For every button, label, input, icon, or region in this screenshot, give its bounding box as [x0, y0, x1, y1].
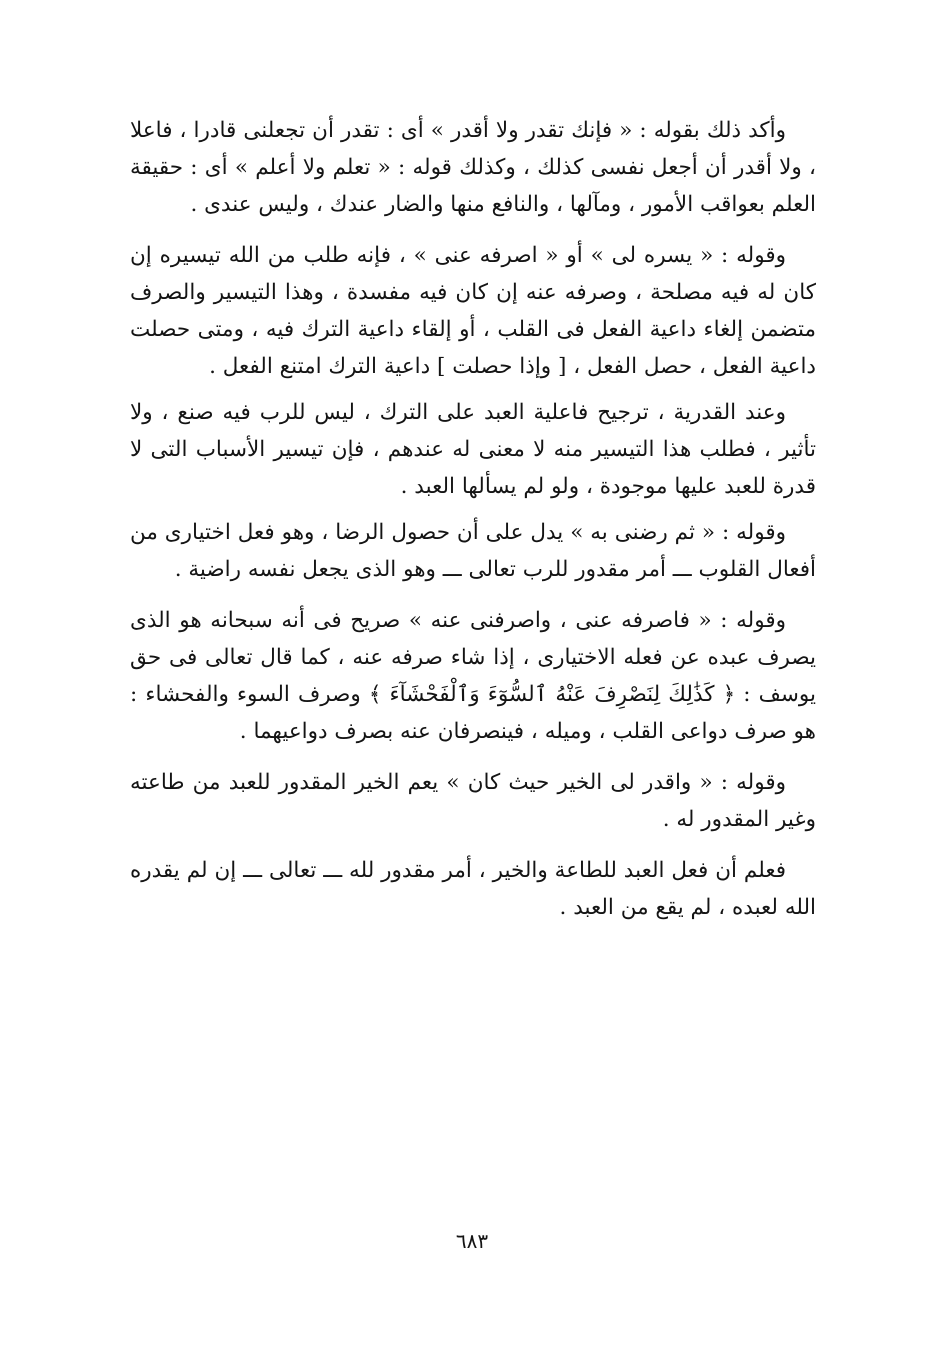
- paragraph-1: وأكد ذلك بقوله : « فإنك تقدر ولا أقدر » أى : تقدر أن تجعلنى قادرا ، فاعلا ، ولا أقدر أن أجعل نفسى كذلك ، وكذلك قوله : « تعلم ولا أعلم » أى : حقيقة العلم بعواقب الأمور ، ومآلها ، والنافع منها والضار عندك ، وليس عندى .: [130, 118, 816, 217]
- paragraph-gap: [130, 750, 816, 764]
- page-body: [130, 112, 816, 926]
- page-number: ٦٨٣: [455, 1229, 489, 1253]
- paragraph-4: وقوله : « ثم رضنى به » يدل على أن حصول الرضا ، وهو فعل اختيارى من أفعال القلوب ـــ أمر مقدور للرب تعالى ـــ وهو الذى يجعل نفسه راضية .: [130, 520, 816, 582]
- paragraph-gap: [130, 223, 816, 237]
- paragraph-5: وقوله : « فاصرفه عنى ، واصرفنى عنه » صريح فى أنه سبحانه هو الذى يصرف عبده عن فعله الاختيارى ، إذا شاء صرفه عنه ، كما قال تعالى فى حق يوسف : ﴿ كَذَٰلِكَ لِنَصْرِفَ عَنْهُ ٱلسُّوٓءَ وَٱلْفَحْشَآءَ ﴾ وصرف السوء والفحشاء : هو صرف دواعى القلب ، وميله ، فينصرفان عنه بصرف دواعيهما .: [130, 608, 816, 744]
- paragraph-gap: [130, 505, 816, 514]
- paragraph-3: وعند القدرية ، ترجيح فاعلية العبد على الترك ، ليس للرب فيه صنع ، ولا تأثير ، فطلب هذا التيسير منه لا معنى له عندهم ، فإن تيسير الأسباب التى لا قدرة للعبد عليها موجودة ، ولو لم يسألها العبد .: [130, 400, 816, 499]
- paragraph-6: وقوله : « واقدر لى الخير حيث كان » يعم الخير المقدور للعبد من طاعته وغير المقدور له .: [130, 770, 816, 832]
- paragraph-7: فعلم أن فعل العبد للطاعة والخير ، أمر مقدور لله ـــ تعالى ـــ إن لم يقدره الله لعبده ، لم يقع من العبد .: [130, 858, 816, 920]
- paragraph-gap: [130, 588, 816, 602]
- paragraph-2: وقوله : « يسره لى » أو « اصرفه عنى » ، فإنه طلب من الله تيسيره إن كان له فيه مصلحة ، وصرفه عنه إن كان فيه مفسدة ، وهذا التيسير والصرف متضمن إلغاء داعية الفعل فى القلب ، أو إلقاء داعية الترك فيه ، ومتى حصلت داعية الفعل ، حصل الفعل ، [ وإذا حصلت ] داعية الترك امتنع الفعل .: [130, 243, 816, 379]
- paragraph-gap: [130, 385, 816, 394]
- paragraph-gap: [130, 838, 816, 852]
